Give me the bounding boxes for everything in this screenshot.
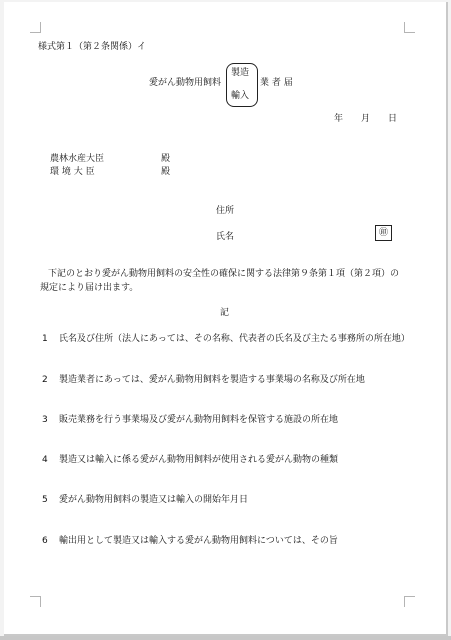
- body-line-2: 規定により届け出ます。: [40, 283, 139, 293]
- crop-mark-top-right: [404, 22, 415, 33]
- crop-mark-bottom-right: [404, 596, 415, 607]
- addressee-2-name: 環 境 大 臣: [50, 167, 95, 177]
- item-number: 6: [42, 536, 48, 546]
- item-number: 2: [42, 375, 48, 385]
- item-number: 5: [42, 495, 48, 505]
- crop-mark-top-left: [30, 22, 41, 33]
- date-line: 年 月 日: [334, 114, 398, 124]
- crop-mark-bottom-left: [30, 596, 41, 607]
- addressee-1-name: 農林水産大臣: [50, 154, 105, 164]
- form-number: 様式第１（第２条関係）イ: [38, 42, 147, 52]
- item-text: 輸出用として製造又は輸入する愛がん動物用飼料については、その旨: [59, 536, 338, 546]
- title-left: 愛がん動物用飼料: [149, 78, 222, 88]
- item-text: 製造業者にあっては、愛がん動物用飼料を製造する事業場の名称及び所在地: [59, 375, 365, 385]
- body-line-1: 下記のとおり愛がん動物用飼料の安全性の確保に関する法律第９条第１項（第２項）の: [48, 269, 400, 279]
- item-text: 製造又は輸入に係る愛がん動物用飼料が使用される愛がん動物の種類: [59, 455, 339, 465]
- addressee-2-honorific: 殿: [161, 167, 171, 177]
- item-text: 氏名及び住所（法人にあっては、その名称、代表者の氏名及び主たる事務所の所在地）: [59, 334, 410, 344]
- item-text: 愛がん動物用飼料の製造又は輸入の開始年月日: [59, 495, 249, 505]
- title-right: 業 者 届: [260, 78, 293, 88]
- name-label: 氏名: [216, 232, 235, 242]
- addressee-1-honorific: 殿: [161, 154, 171, 164]
- item-number: 3: [42, 415, 48, 425]
- address-label: 住所: [216, 206, 235, 216]
- item-number: 4: [42, 455, 48, 465]
- item-number: 1: [42, 334, 48, 344]
- seal-mark: ㊞: [375, 225, 392, 241]
- item-text: 販売業務を行う事業場及び愛がん動物用飼料を保管する施設の所在地: [59, 415, 339, 425]
- page-bottom-edge: [0, 636, 451, 640]
- ki-heading: 記: [220, 308, 230, 318]
- title-option-import: 輸入: [231, 91, 250, 101]
- title-option-manufacture: 製造: [231, 68, 250, 78]
